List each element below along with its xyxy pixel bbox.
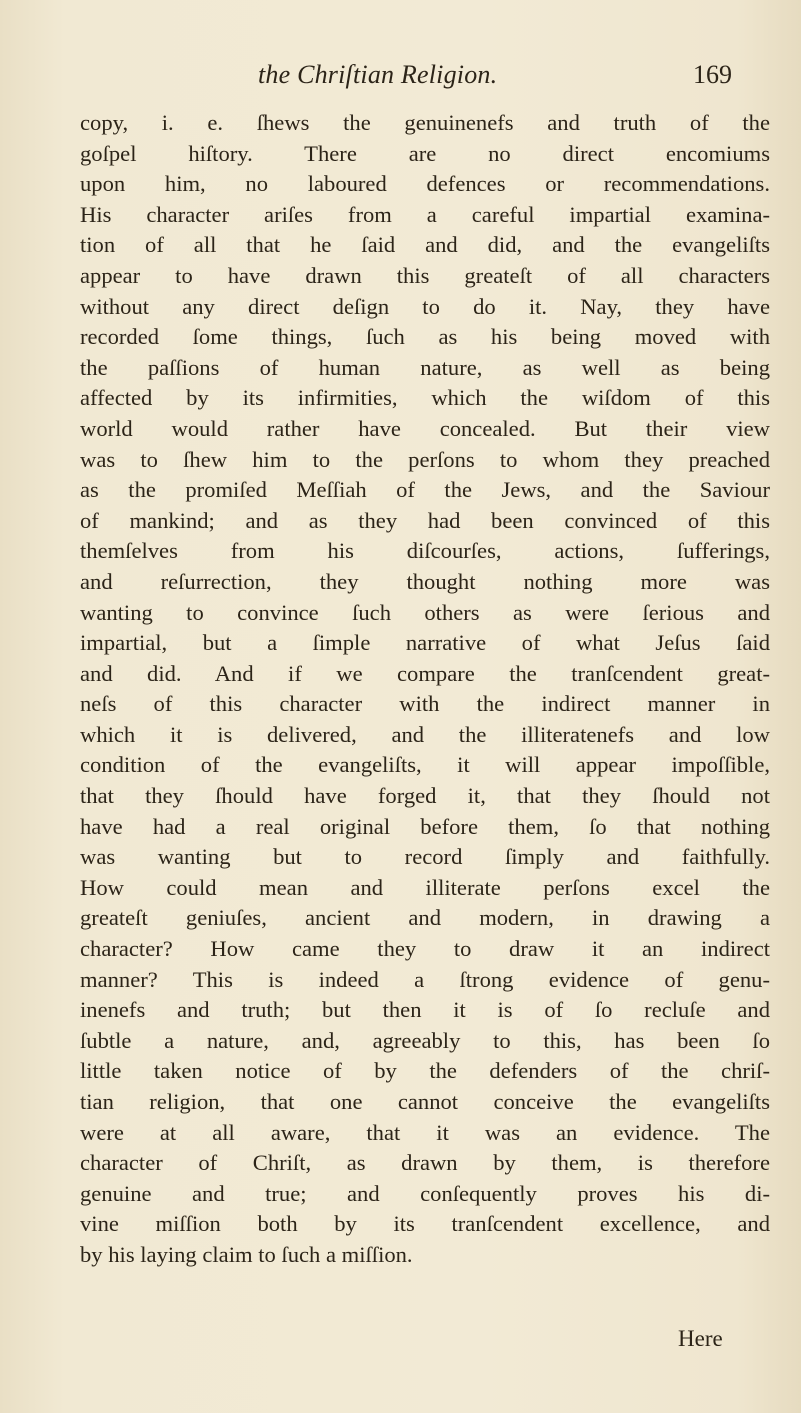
text-line: themſelves from his diſcourſes, actions, ſufferings,	[80, 538, 770, 564]
text-line: inenefs and truth; but then it is of ſo recluſe and	[80, 997, 770, 1023]
text-line: appear to have drawn this greateſt of all characters	[80, 262, 770, 288]
body-text	[80, 108, 770, 1271]
text-line: affected by its infirmities, which the wiſdom of this	[80, 385, 770, 411]
catchword: Here	[678, 1326, 723, 1351]
text-line: world would rather have concealed. But their view	[80, 415, 770, 441]
text-line: copy, i. e. ſhews the genuinenefs and truth of the	[80, 110, 770, 135]
page-header	[0, 60, 801, 100]
text-line: ſubtle a nature, and, agreeably to this, has been ſo	[80, 1027, 770, 1053]
text-line: and did. And if we compare the tranſcendent great-	[80, 660, 770, 686]
text-line: tion of all that he ſaid and did, and the evangeliſts	[80, 232, 770, 258]
text-line: wanting to convince ſuch others as were ſerious and	[80, 599, 770, 625]
text-line: upon him, no laboured defences or recommendations.	[80, 171, 770, 197]
text-line: by his laying claim to ſuch a miſſion.	[80, 1241, 413, 1267]
text-line: greateſt geniuſes, ancient and modern, in drawing a	[80, 905, 770, 931]
text-line: impartial, but a ſimple narrative of what Jeſus ſaid	[80, 630, 770, 656]
text-line: How could mean and illiterate perſons excel the	[80, 874, 770, 900]
text-line: goſpel hiſtory. There are no direct encomiums	[80, 140, 770, 166]
text-line: and reſurrection, they thought nothing more was	[80, 568, 770, 594]
text-line: without any direct deſign to do it. Nay, they have	[80, 293, 770, 319]
text-line: have had a real original before them, ſo that nothing	[80, 813, 770, 839]
text-line: recorded ſome things, ſuch as his being moved with	[80, 324, 770, 350]
running-title: the Chriſtian Religion.	[258, 60, 498, 89]
text-line: the paſſions of human nature, as well as being	[80, 354, 770, 380]
text-line: was wanting but to record ſimply and faithfully.	[80, 844, 770, 870]
text-line: neſs of this character with the indirect manner in	[80, 691, 770, 717]
text-line: of mankind; and as they had been convinced of this	[80, 507, 770, 533]
text-line: manner? This is indeed a ſtrong evidence of genu-	[80, 966, 770, 992]
text-line: His character ariſes from a careful impartial examina-	[80, 201, 770, 227]
text-line: tian religion, that one cannot conceive the evangeliſts	[80, 1089, 770, 1114]
text-line: were at all aware, that it was an evidence. The	[80, 1119, 770, 1145]
text-line: character of Chriſt, as drawn by them, is therefore	[80, 1150, 770, 1176]
text-line: condition of the evangeliſts, it will appear impoſſible,	[80, 752, 770, 778]
text-line: which it is delivered, and the illiteratenefs and low	[80, 721, 770, 747]
page-number: 169	[693, 60, 732, 89]
text-line: vine miſſion both by its tranſcendent excellence, and	[80, 1211, 770, 1237]
text-line: little taken notice of by the defenders of the chriſ-	[80, 1058, 770, 1084]
text-line: genuine and true; and conſequently proves his di-	[80, 1180, 770, 1206]
text-line: that they ſhould have forged it, that they ſhould not	[80, 783, 770, 809]
text-line: as the promiſed Meſſiah of the Jews, and the Saviour	[80, 477, 770, 503]
text-line: character? How came they to draw it an indirect	[80, 936, 770, 962]
text-line: was to ſhew him to the perſons to whom they preached	[80, 446, 770, 472]
